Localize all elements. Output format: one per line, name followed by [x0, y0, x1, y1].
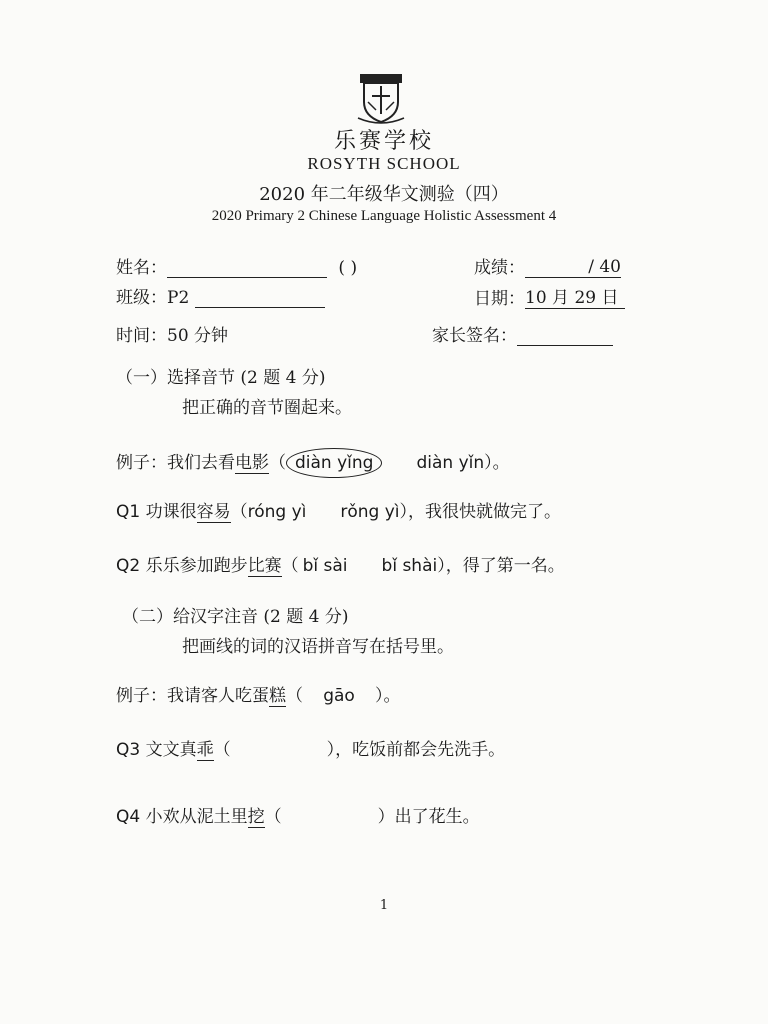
bracket-open: （: [269, 453, 286, 473]
score-field: [474, 253, 621, 278]
bracket-close: ）。: [484, 453, 510, 473]
bracket-open: （: [286, 686, 303, 706]
bracket-close: ）。: [375, 686, 401, 706]
section1-example: [116, 448, 510, 473]
score-value: / 40: [525, 257, 621, 278]
q1-word: 容易: [196, 502, 231, 522]
time-label: 时间：: [116, 326, 167, 346]
school-name-chinese: 乐赛学校: [333, 129, 434, 154]
q1-label: Q1: [116, 502, 141, 522]
q4-label: Q4: [116, 807, 141, 827]
class-label: 班级：: [116, 288, 167, 308]
parent-signature-field: [432, 321, 613, 346]
score-label: 成绩：: [474, 258, 525, 278]
q4-word: 挖: [247, 807, 265, 827]
time-value: 50 分钟: [167, 326, 229, 346]
section2-title: （二）给汉字注音 (2 题 4 分): [122, 607, 349, 627]
name-label: 姓名：: [116, 258, 167, 278]
q1-suffix: ），我很快就做完了。: [399, 502, 562, 522]
bracket-open: （: [281, 556, 299, 576]
date-value: 10 月 29 日: [525, 283, 625, 309]
exam-title-chinese: 2020 年二年级华文测验（四）: [259, 184, 509, 205]
class-field: [116, 283, 325, 308]
example-option: diàn yǐn: [416, 453, 485, 473]
q3-label: Q3: [116, 740, 141, 760]
example2-word: 糕: [269, 686, 286, 706]
q3-text: 文文真: [145, 740, 197, 760]
section1-title: （一）选择音节 (2 题 4 分): [116, 368, 326, 388]
q2-option-2[interactable]: bǐ shài: [381, 556, 438, 576]
section2-instruction: 把画线的词的汉语拼音写在括号里。: [182, 637, 454, 657]
q2-suffix: ），得了第一名。: [437, 556, 565, 576]
q2-word: 比赛: [247, 556, 282, 576]
q2-label: Q2: [116, 556, 141, 576]
q3-suffix: ），吃饭前都会先洗手。: [326, 740, 506, 760]
section2-example: [116, 681, 401, 706]
q1-text: 功课很: [145, 502, 197, 522]
example-word: 电影: [235, 453, 269, 473]
school-name-english: ROSYTH SCHOOL: [307, 154, 461, 173]
example2-answer: gāo: [323, 686, 355, 706]
parent-signature-label: 家长签名：: [432, 326, 517, 346]
page-number: 1: [379, 898, 389, 913]
q1-option-2[interactable]: rǒng yì: [340, 502, 400, 522]
section1-instruction: 把正确的音节圈起来。: [182, 398, 352, 418]
class-value: P2: [167, 288, 190, 308]
exam-title-english: 2020 Primary 2 Chinese Language Holistic Assessment 4: [211, 208, 557, 224]
class-blank[interactable]: [195, 289, 325, 308]
question-q2: [116, 551, 565, 576]
question-q4: [116, 802, 480, 827]
date-field: [474, 283, 625, 309]
crest-icon: [354, 72, 408, 128]
q1-option-1[interactable]: róng yì: [247, 502, 307, 522]
name-field: [116, 253, 357, 278]
index-bracket: ( ): [338, 258, 358, 278]
q4-suffix: ）出了花生。: [377, 807, 480, 827]
parent-signature-blank[interactable]: [517, 327, 613, 346]
name-blank[interactable]: [167, 259, 327, 278]
q2-option-1[interactable]: bǐ sài: [302, 556, 348, 576]
bracket-open: （: [230, 502, 248, 522]
bracket-open: （: [213, 740, 231, 760]
q3-word: 乖: [196, 740, 214, 760]
school-crest-logo: [354, 72, 408, 128]
question-q3: [116, 735, 505, 760]
example2-text: 例子：我请客人吃蛋: [116, 686, 269, 706]
example-text: 例子：我们去看: [116, 453, 235, 473]
date-label: 日期：: [474, 289, 525, 309]
bracket-open: （: [264, 807, 282, 827]
example-option-circled: diàn yǐng: [286, 448, 382, 478]
question-q1: [116, 497, 561, 522]
time-field: [116, 321, 228, 346]
q4-text: 小欢从泥土里: [145, 807, 248, 827]
q2-text: 乐乐参加跑步: [145, 556, 248, 576]
